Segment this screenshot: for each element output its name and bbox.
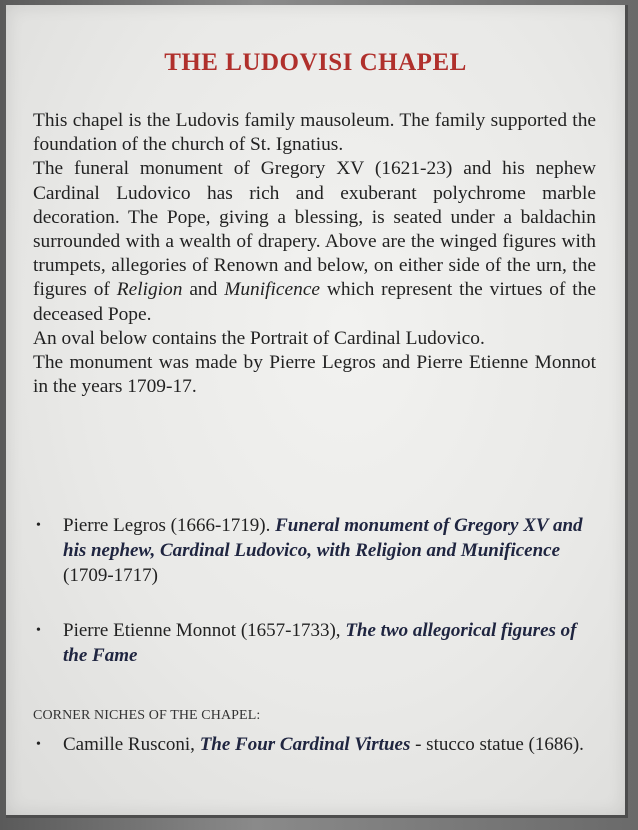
artist-name: Pierre Etienne Monnot (1657-1733), bbox=[63, 620, 341, 641]
bullet-icon: • bbox=[36, 737, 41, 752]
paragraph-intro: This chapel is the Ludovis family mausoleum. The family supported the foundation of the church of St. Ignatius. bbox=[33, 110, 596, 156]
artist-name: Camille Rusconi, bbox=[63, 734, 195, 755]
information-panel bbox=[6, 5, 628, 818]
artist-name: Pierre Legros (1666-1719). bbox=[63, 515, 271, 536]
niches-heading: CORNER NICHES OF THE CHAPEL: bbox=[33, 708, 261, 723]
paragraph-artists: The monument was made by Pierre Legros and Pierre Etienne Monnot in the years 1709-17. bbox=[33, 352, 596, 398]
niches-list bbox=[33, 732, 598, 757]
work-date: (1709-1717) bbox=[63, 565, 158, 586]
paragraph-monument bbox=[33, 157, 596, 326]
list-item bbox=[33, 732, 598, 757]
work-title: The two allegorical figures of the Fame bbox=[63, 620, 577, 666]
munificence-term: Munificence bbox=[224, 279, 321, 301]
work-title: Funeral monument of Gregory XV and his nephew, Cardinal Ludovico, with Religion and Munificence bbox=[63, 515, 583, 561]
work-description: - stucco statue (1686). bbox=[415, 734, 584, 755]
and-text: and bbox=[182, 279, 225, 301]
list-item bbox=[33, 513, 598, 588]
bullet-icon: • bbox=[36, 623, 41, 638]
monument-text-b: which represent the virtues of the deceased Pope. bbox=[33, 279, 597, 325]
religion-term: Religion bbox=[116, 279, 183, 301]
list-item bbox=[33, 618, 598, 668]
paragraph-portrait: An oval below contains the Portrait of Cardinal Ludovico. bbox=[33, 327, 485, 349]
monument-text-a: The funeral monument of Gregory XV (1621-23) and his nephew Cardinal Ludovico has rich and exuberant polychrome marble decoration. The Pope, giving a blessing, is seated under a baldachin surrounded with a wealth of drapery. Above are the winged figures with trumpets, allegories of Renown and below, on either side of the urn, the figures of bbox=[33, 158, 596, 301]
work-title: The Four Cardinal Virtues bbox=[199, 734, 411, 755]
page-title: THE LUDOVISI CHAPEL bbox=[164, 49, 467, 76]
bullet-icon: • bbox=[36, 518, 41, 533]
credits-list bbox=[33, 513, 598, 668]
description-text bbox=[33, 109, 596, 399]
